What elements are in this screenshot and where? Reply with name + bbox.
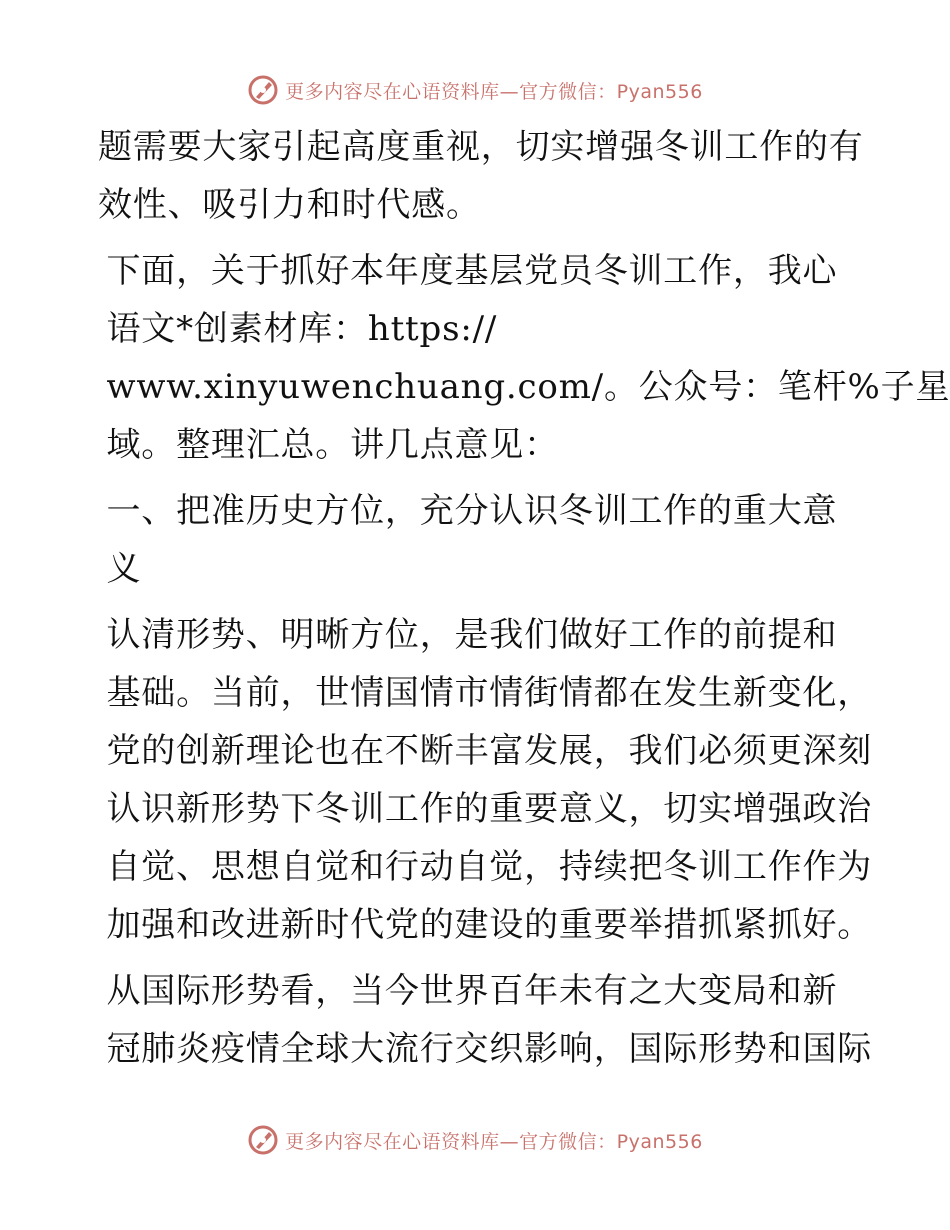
section-heading-1 (98, 482, 858, 598)
text-line: www.xinyuwenchuang.com/。公众号：笔杆%子星 (106, 367, 950, 407)
pen-logo-icon (247, 74, 279, 106)
paragraph-1 (98, 118, 864, 234)
text-line: 党的创新理论也在不断丰富发展，我们必须更深刻 (106, 731, 873, 771)
paragraph-4 (98, 962, 873, 1078)
page-footer-watermark (0, 1120, 950, 1160)
text-line: 认识新形势下冬训工作的重要意义，切实增强政治 (106, 789, 873, 829)
paragraph-3 (98, 606, 873, 954)
text-line: 下面，关于抓好本年度基层党员冬训工作，我心 (106, 251, 838, 291)
text-line: 从国际形势看，当今世界百年未有之大变局和新 (106, 971, 838, 1011)
footer-text: 更多内容尽在心语资料库—官方微信：Pyan556 (285, 1130, 703, 1153)
text-line: 加强和改进新时代党的建设的重要举措抓紧抓好。 (106, 905, 873, 945)
text-line: 题需要大家引起高度重视，切实增强冬训工作的有 (98, 127, 864, 167)
pen-logo-icon (247, 1124, 279, 1156)
text-line: 基础。当前，世情国情市情街情都在发生新变化， (106, 673, 873, 713)
text-line: 自觉、思想自觉和行动自觉，持续把冬训工作作为 (106, 847, 873, 887)
text-line: 域。整理汇总。讲几点意见： (106, 425, 559, 465)
text-line: 冠肺炎疫情全球大流行交织影响，国际形势和国际 (106, 1029, 873, 1069)
paragraph-2 (98, 242, 950, 474)
page-header-watermark (0, 70, 950, 110)
text-line: 一、把准历史方位，充分认识冬训工作的重大意 (106, 491, 838, 531)
text-line: 效性、吸引力和时代感。 (98, 185, 481, 225)
text-line: 语文*创素材库：https:// (106, 309, 498, 349)
text-line: 认清形势、明晰方位，是我们做好工作的前提和 (106, 615, 838, 655)
header-text: 更多内容尽在心语资料库—官方微信：Pyan556 (285, 80, 703, 103)
text-line: 义 (106, 549, 142, 589)
document-body (98, 118, 950, 1086)
